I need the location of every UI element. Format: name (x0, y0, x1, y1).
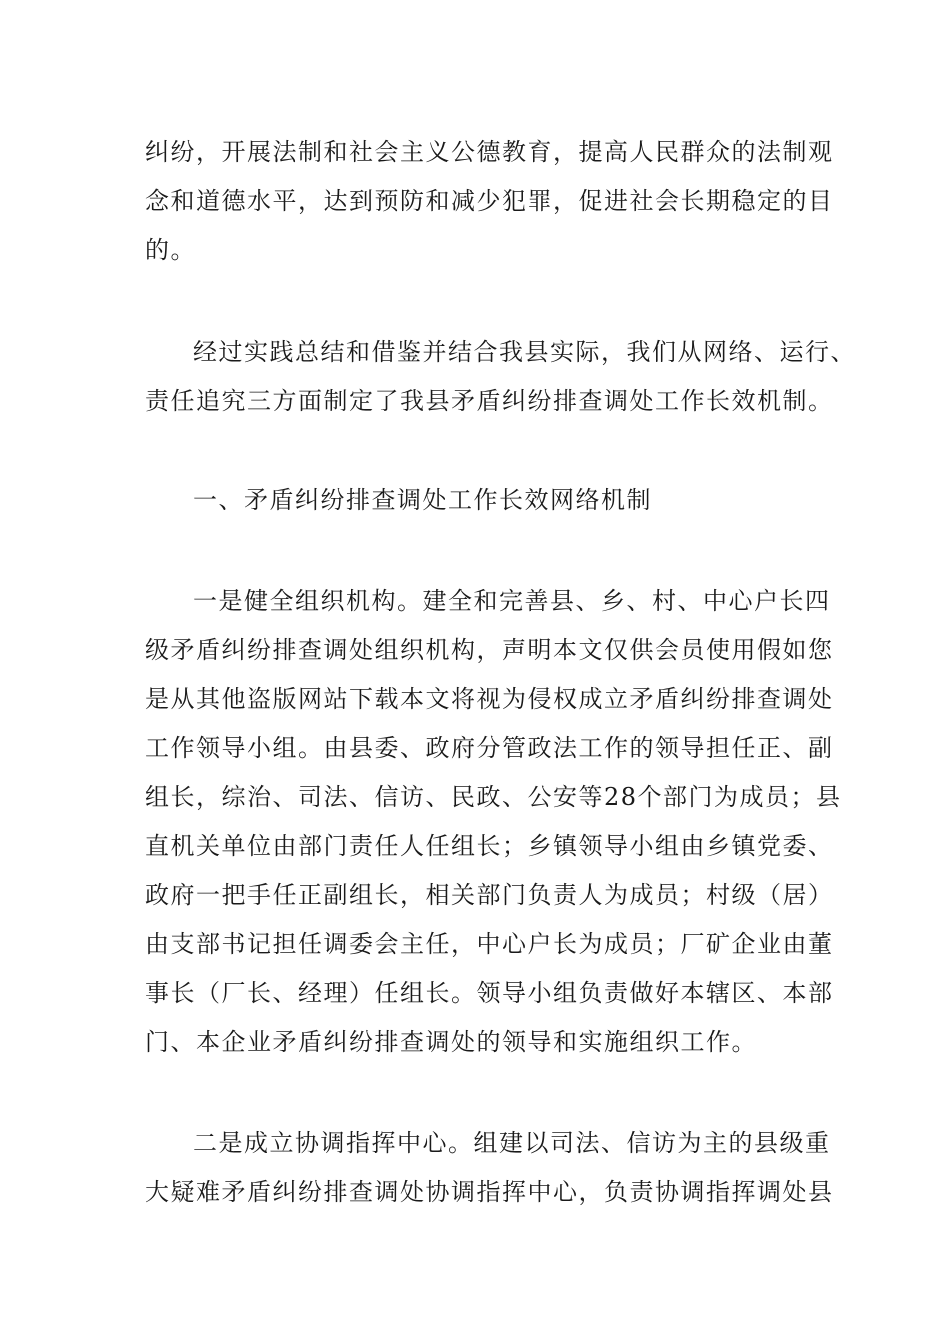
section-heading: 一、矛盾纠纷排查调处工作长效网络机制 (193, 486, 652, 514)
paragraph-4-line-6: 直机关单位由部门责任人任组长；乡镇领导小组由乡镇党委、 (145, 832, 834, 860)
paragraph-4-line-9: 事长（厂长、经理）任组长。领导小组负责做好本辖区、本部 (145, 979, 834, 1007)
paragraph-4-line-7: 政府一把手任正副组长，相关部门负责人为成员；村级（居） (145, 881, 834, 909)
paragraph-4-line-5: 组长，综治、司法、信访、民政、公安等28个部门为成员；县 (145, 783, 842, 811)
paragraph-5-line-2: 大疑难矛盾纠纷排查调处协调指挥中心，负责协调指挥调处县 (145, 1178, 834, 1206)
paragraph-4-line-10: 门、本企业矛盾纠纷排查调处的领导和实施组织工作。 (145, 1028, 757, 1056)
paragraph-4-line-2: 级矛盾纠纷排查调处组织机构，声明本文仅供会员使用假如您 (145, 636, 834, 664)
paragraph-4-line-1: 一是健全组织机构。建全和完善县、乡、村、中心户长四 (193, 587, 831, 615)
paragraph-4-line-3: 是从其他盗版网站下载本文将视为侵权成立矛盾纠纷排查调处 (145, 685, 834, 713)
paragraph-2-line-1: 经过实践总结和借鉴并结合我县实际，我们从网络、运行、 (193, 338, 856, 366)
paragraph-4-line-4: 工作领导小组。由县委、政府分管政法工作的领导担任正、副 (145, 734, 834, 762)
paragraph-2-line-2: 责任追究三方面制定了我县矛盾纠纷排查调处工作长效机制。 (145, 387, 834, 415)
paragraph-1-line-3: 的。 (145, 236, 196, 264)
paragraph-4-line-8: 由支部书记担任调委会主任，中心户长为成员；厂矿企业由董 (145, 930, 834, 958)
paragraph-1-line-1: 纠纷，开展法制和社会主义公德教育，提高人民群众的法制观 (145, 138, 834, 166)
paragraph-5-line-1: 二是成立协调指挥中心。组建以司法、信访为主的县级重 (193, 1129, 831, 1157)
paragraph-1-line-2: 念和道德水平，达到预防和减少犯罪，促进社会长期稳定的目 (145, 187, 834, 215)
